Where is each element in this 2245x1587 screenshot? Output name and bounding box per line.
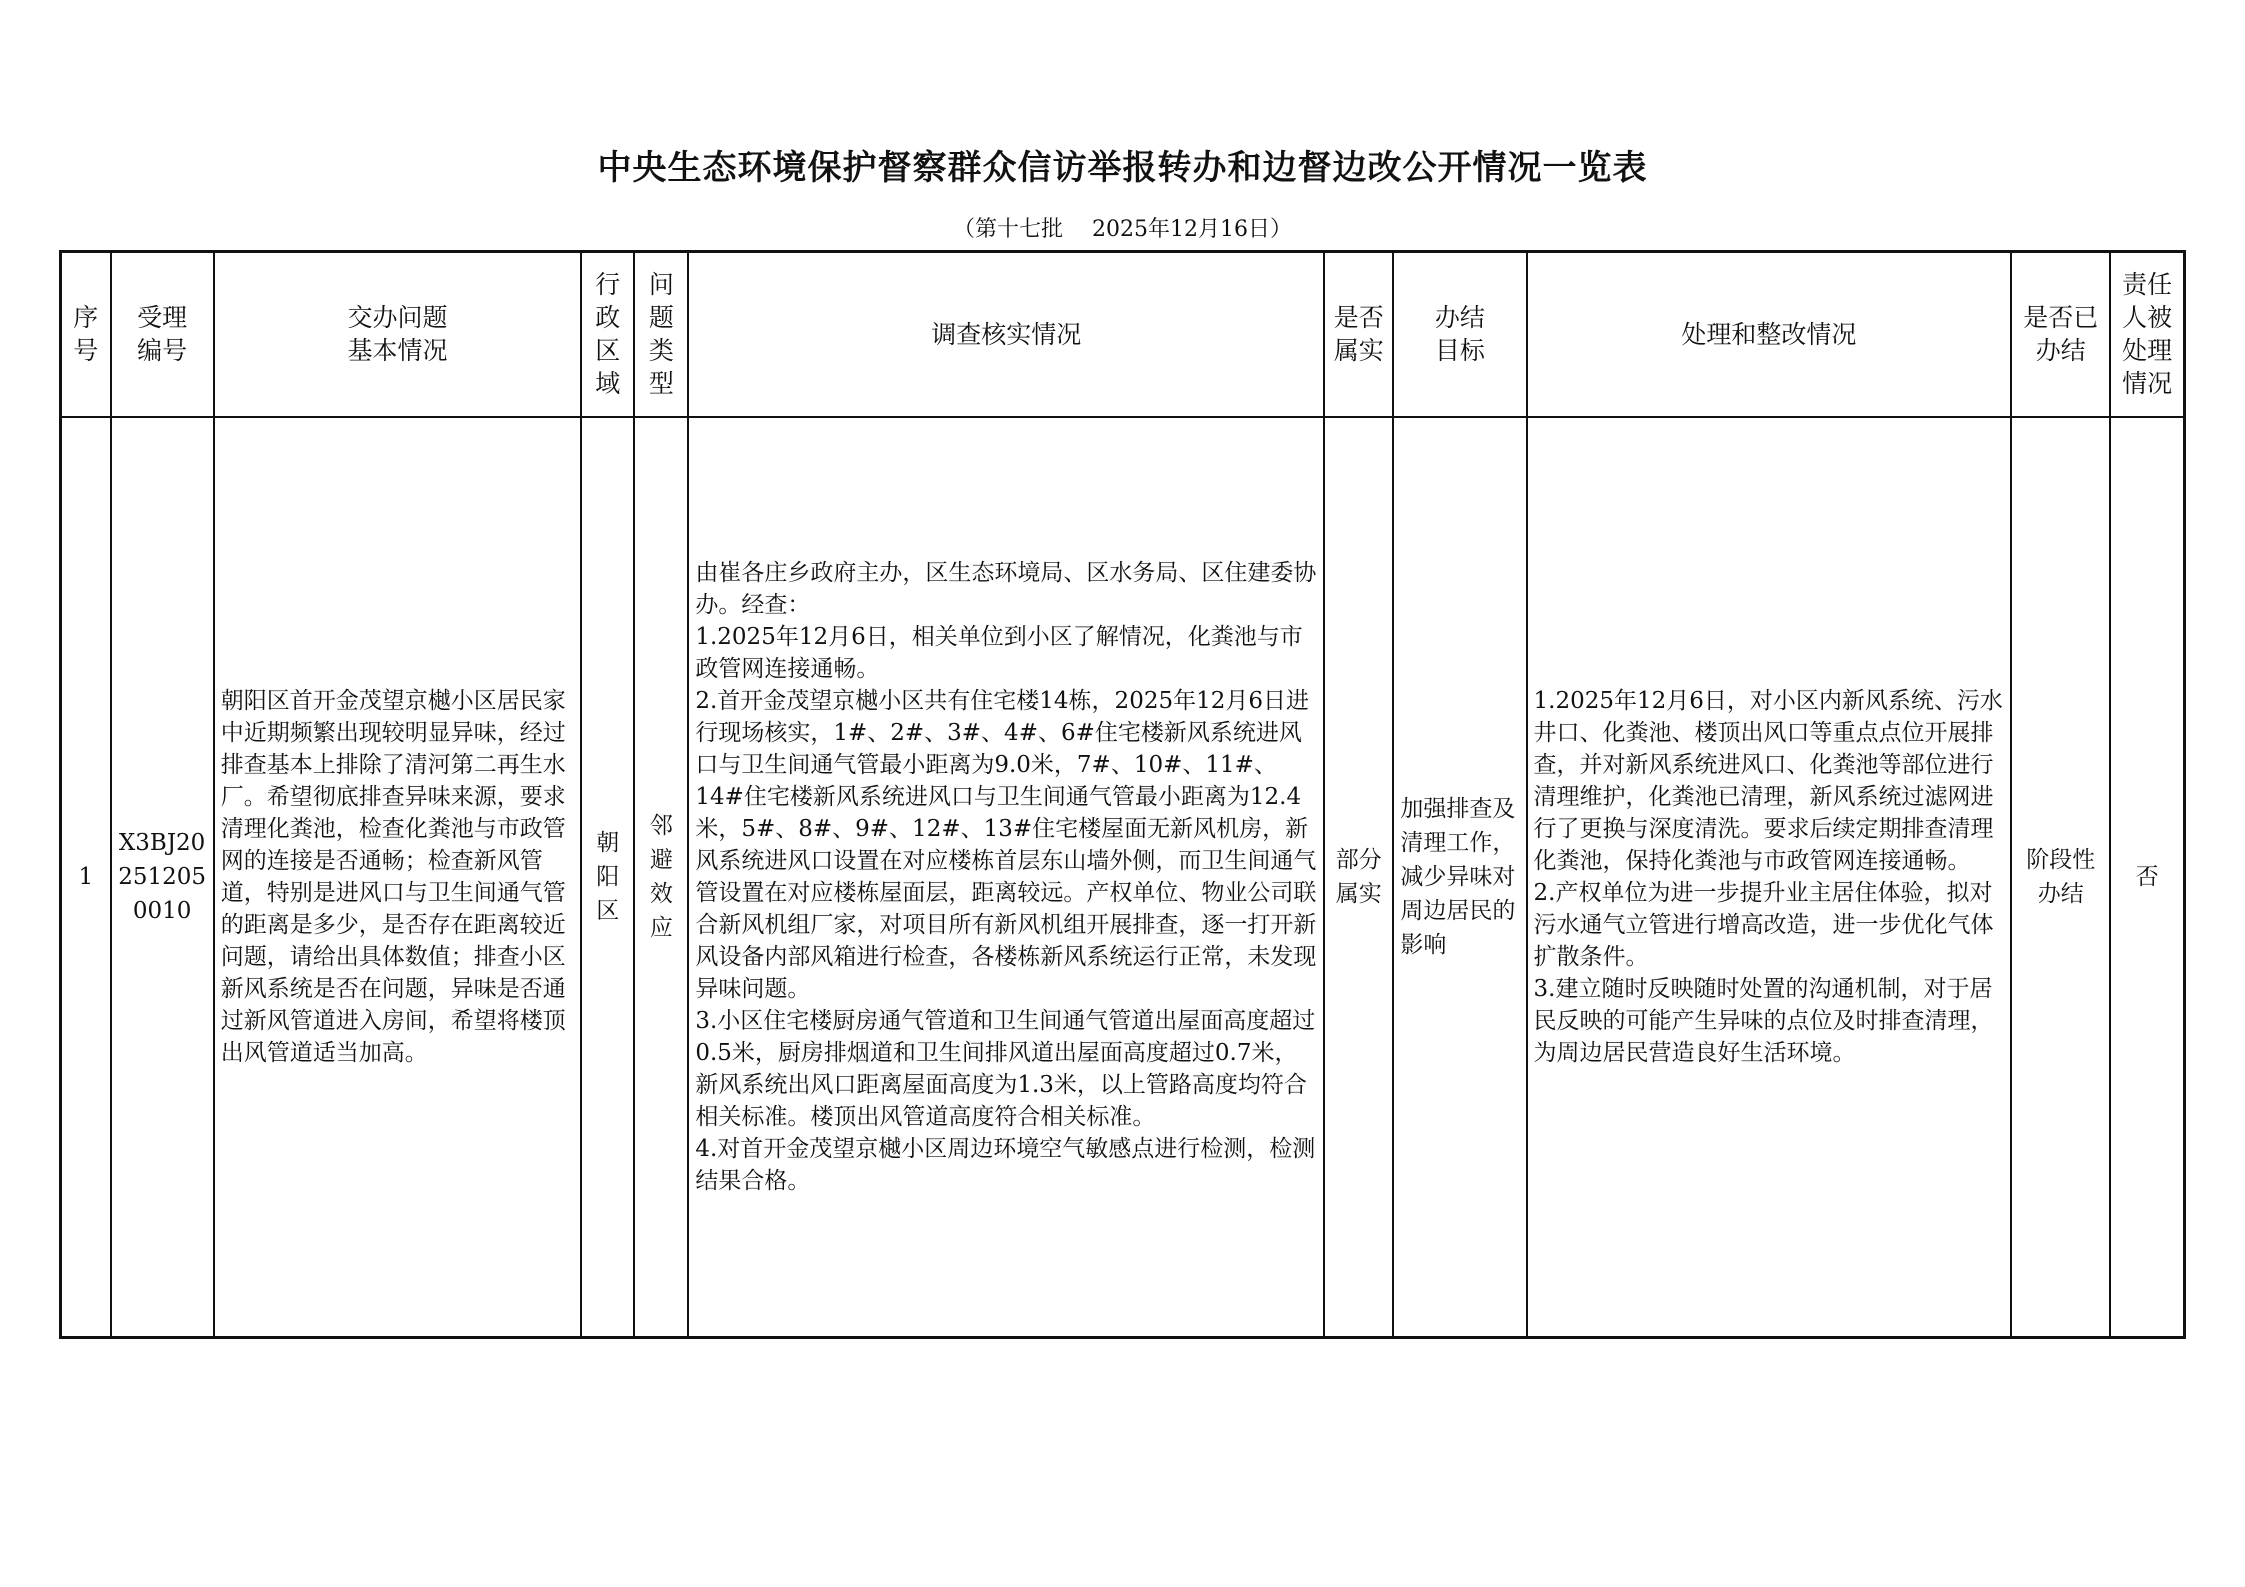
cell-investigation: 由崔各庄乡政府主办，区生态环境局、区水务局、区住建委协办。经查： 1.2025年12月6日，相关单位到小区了解情况，化粪池与市政管网连接通畅。 2.首开金茂望京樾小区共有住宅楼14栋，2025年12月6日进行现场核实，1#、2#、3#、4#、6#住宅楼新风系统进风口与卫生间通气管最小距离为9.0米，7#、10#、11#、14#住宅楼新风系统进风口与卫生间通气管最小距离为12.4米，5#、8#、9#、12#、13#住宅楼屋面无新风机房，新风系统进风口设置在对应楼栋首层东山墙外侧，而卫生间通气管设置在对应楼栋屋面层，距离较远。产权单位、物业公司联合新风机组厂家，对项目所有新风机组开展排查，逐一打开新风设备内部风箱进行检查，各楼栋新风系统运行正常，未发现异味问题。 3.小区住宅楼厨房通气管道和卫生间通气管道出屋面高度超过0.5米，厨房排烟道和卫生间排风道出屋面高度超过0.7米，新风系统出风口距离屋面高度为1.3米，以上管路高度均符合相关标准。楼顶出风管道高度符合相关标准。 4.对首开金茂望京樾小区周边环境空气敏感点进行检测，检测结果合格。: [688, 417, 1324, 1338]
header-investigation: 调查核实情况: [688, 252, 1324, 417]
header-goal: 办结目标: [1393, 252, 1526, 417]
cell-closed: 阶段性办结: [2011, 417, 2110, 1338]
header-seq: 序号: [61, 252, 111, 417]
cell-handling: 1.2025年12月6日，对小区内新风系统、污水井口、化粪池、楼顶出风口等重点点位开展排查，并对新风系统进风口、化粪池等部位进行清理维护，化粪池已清理，新风系统过滤网进行了更换与深度清洗。要求后续定期排查清理化粪池，保持化粪池与市政管网连接通畅。 2.产权单位为进一步提升业主居住体验，拟对污水通气立管进行增高改造，进一步优化气体扩散条件。 3.建立随时反映随时处置的沟通机制，对于居民反映的可能产生异味的点位及时排查清理，为周边居民营造良好生活环境。: [1527, 417, 2012, 1338]
header-code: 受理编号: [111, 252, 214, 417]
table-header-row: [61, 252, 2185, 417]
batch-date-subtitle: （第十七批 2025年12月16日）: [953, 217, 1292, 242]
header-type: 问题类型: [634, 252, 688, 417]
header-region: 行政区域: [581, 252, 634, 417]
cell-seq: 1: [61, 417, 111, 1338]
table-row: [61, 417, 2185, 1338]
cell-issue: 朝阳区首开金茂望京樾小区居民家中近期频繁出现较明显异味，经过排查基本上排除了清河第二再生水厂。希望彻底排查异味来源，要求清理化粪池，检查化粪池与市政管网的连接是否通畅；检查新风管道，特别是进风口与卫生间通气管的距离是多少，是否存在距离较近问题，请给出具体数值；排查小区新风系统是否在问题，异味是否通过新风管道进入房间，希望将楼顶出风管道适当加高。: [214, 417, 582, 1338]
cell-type: 邻避效应: [634, 417, 688, 1338]
cell-region: 朝阳区: [581, 417, 634, 1338]
cell-accountability: 否: [2110, 417, 2184, 1338]
report-table: [59, 250, 2186, 1339]
cell-code: X3BJ20251205 0010: [111, 417, 214, 1338]
page-title: 中央生态环境保护督察群众信访举报转办和边督边改公开情况一览表: [597, 148, 1648, 188]
header-closed: 是否已办结: [2011, 252, 2110, 417]
cell-verified: 部分属实: [1324, 417, 1393, 1338]
cell-goal: 加强排查及清理工作，减少异味对周边居民的影响: [1393, 417, 1526, 1338]
header-accountability: 责任人被处理情况: [2110, 252, 2184, 417]
header-issue: 交办问题 基本情况: [214, 252, 582, 417]
header-verified: 是否属实: [1324, 252, 1393, 417]
header-handling: 处理和整改情况: [1527, 252, 2012, 417]
